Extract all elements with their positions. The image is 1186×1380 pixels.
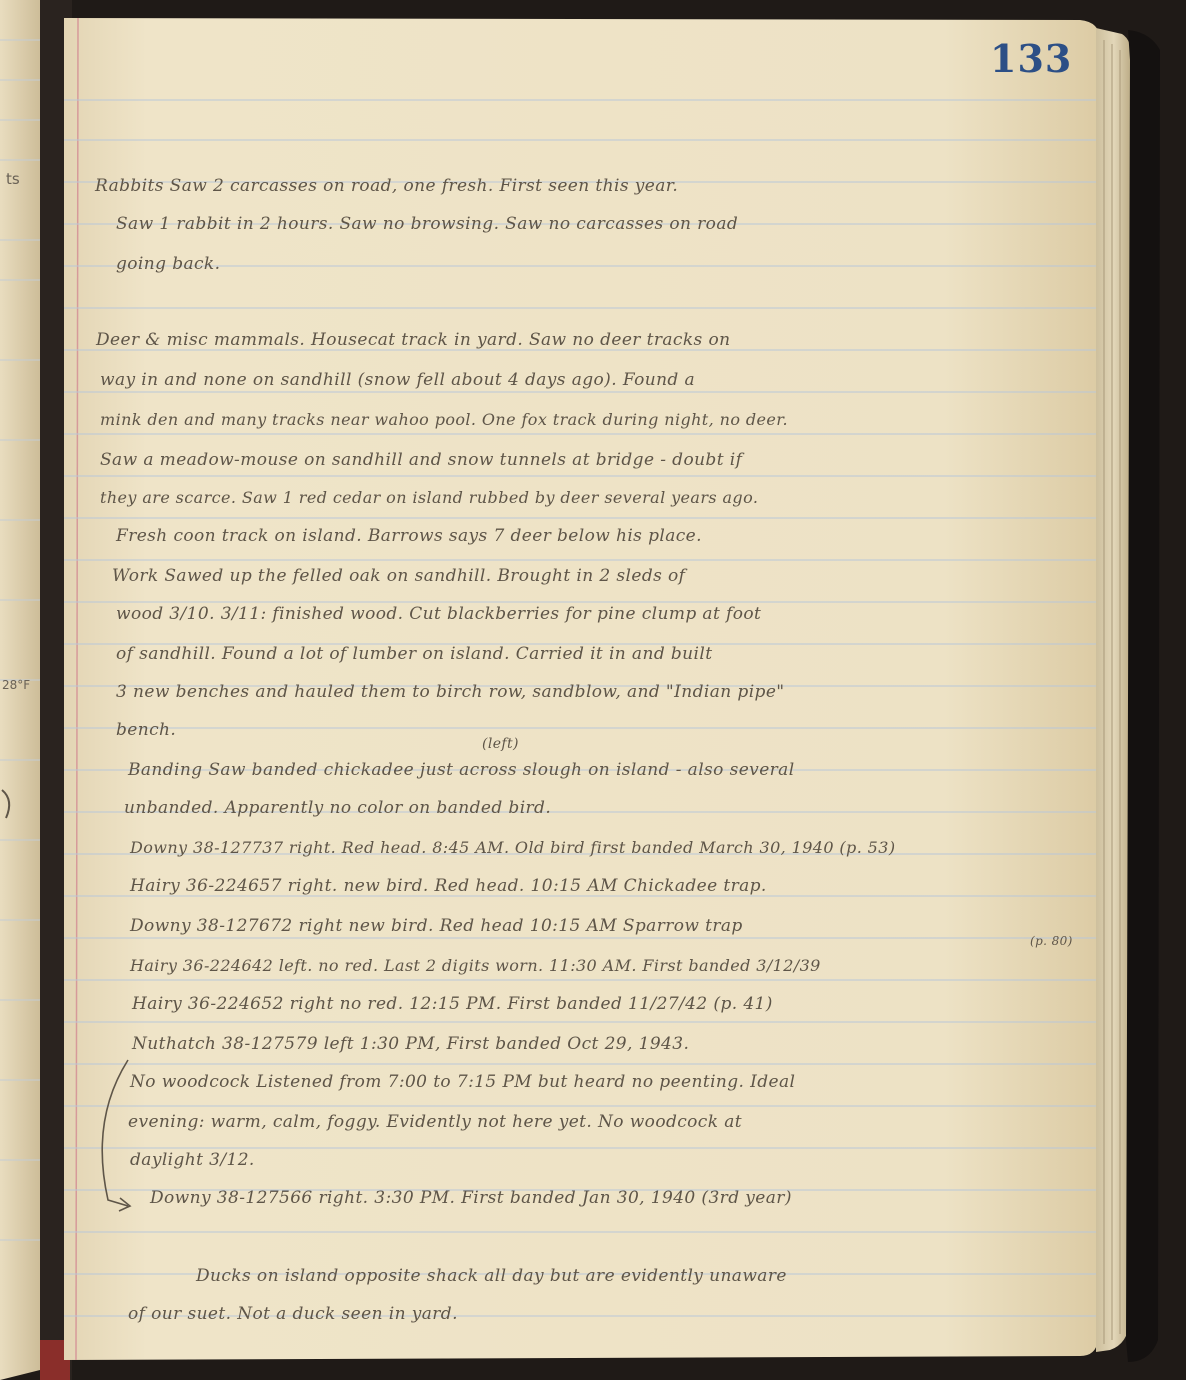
entry-line: Banding Saw banded chickadee just across slough on island - also several [128,760,795,780]
banding-record: Hairy 36-224642 left. no red. Last 2 digits worn. 11:30 AM. First banded 3/12/39 [130,956,821,975]
book-cover [1126,30,1160,1362]
entry-line: daylight 3/12. [130,1150,255,1170]
entry-line: way in and none on sandhill (snow fell about 4 days ago). Found a [100,370,696,390]
banding-record: Hairy 36-224652 right no red. 12:15 PM. First banded 11/27/42 (p. 41) [132,994,773,1014]
entry-line: going back. [116,254,221,274]
entry-line-annotation: (p. 80) [1030,934,1073,948]
entry-line: mink den and many tracks near wahoo pool. One fox track during night, no deer. [100,410,788,429]
banding-record: Downy 38-127737 right. Red head. 8:45 AM. Old bird first banded March 30, 1940 (p. 53) [130,838,896,857]
entry-line: Saw a meadow-mouse on sandhill and snow tunnels at bridge - doubt if [100,450,743,470]
entry-line: bench. [116,720,177,740]
banding-record: Downy 38-127672 right new bird. Red head 10:15 AM Sparrow trap [130,916,743,936]
entry-line: No woodcock Listened from 7:00 to 7:15 PM but heard no peenting. Ideal [130,1072,796,1092]
entry-line: of sandhill. Found a lot of lumber on island. Carried it in and built [116,644,713,664]
entry-line: Work Sawed up the felled oak on sandhill. Brought in 2 sleds of [112,566,686,586]
left-page-fragment: 28°F [2,678,31,692]
banding-record: Downy 38-127566 right. 3:30 PM. First banded Jan 30, 1940 (3rd year) [150,1188,792,1208]
entry-line: 3 new benches and hauled them to birch row, sandblow, and "Indian pipe" [116,682,785,702]
entry-line: wood 3/10. 3/11: finished wood. Cut blackberries for pine clump at foot [116,604,762,624]
entry-line: Saw 1 rabbit in 2 hours. Saw no browsing. Saw no carcasses on road [116,214,739,234]
entry-line: Ducks on island opposite shack all day but are evidently unaware [196,1266,787,1286]
left-page-fragment: ts [6,170,20,188]
page-number: 133 [990,36,1073,81]
entry-line: they are scarce. Saw 1 red cedar on island rubbed by deer several years ago. [100,488,759,507]
entry-line: Rabbits Saw 2 carcasses on road, one fresh. First seen this year. [95,176,679,196]
banding-record: Hairy 36-224657 right. new bird. Red head. 10:15 AM Chickadee trap. [130,876,767,896]
entry-line: Deer & misc mammals. Housecat track in yard. Saw no deer tracks on [96,330,731,350]
entry-line: of our suet. Not a duck seen in yard. [128,1304,458,1324]
entry-line: unbanded. Apparently no color on banded bird. [124,798,552,818]
entry-line: evening: warm, calm, foggy. Evidently not here yet. No woodcock at [128,1112,742,1132]
entry-line-annotation: (left) [482,736,519,752]
entry-line: Fresh coon track on island. Barrows says 7 deer below his place. [116,526,702,546]
banding-record: Nuthatch 38-127579 left 1:30 PM, First banded Oct 29, 1943. [132,1034,690,1054]
